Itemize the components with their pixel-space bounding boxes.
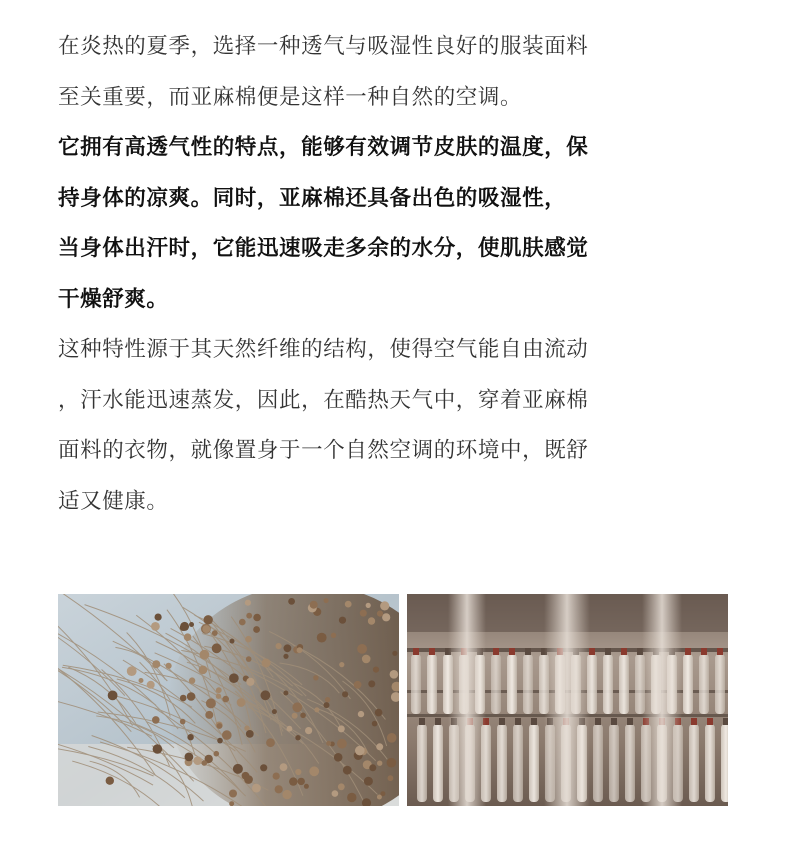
text-line: 干燥舒爽。 (58, 286, 169, 312)
paragraph-intro (58, 22, 748, 123)
text-line: 适又健康。 (58, 488, 169, 514)
photo-row (58, 594, 728, 806)
text-line: 面料的衣物，就像置身于一个自然空调的环境中，既舒 (58, 438, 589, 463)
flax-plant-photo (58, 594, 399, 806)
text-line: 持身体的凉爽。同时，亚麻棉还具备出色的吸湿性， (58, 185, 567, 211)
text-line: 至关重要，而亚麻棉便是这样一种自然的空调。 (58, 84, 523, 110)
paragraph-detail (58, 325, 748, 527)
textile-mill-photo (407, 594, 728, 806)
text-line: 当身体出汗时，它能迅速吸走多余的水分，使肌肤感觉 (58, 236, 589, 261)
text-line: 在炎热的夏季，选择一种透气与吸湿性良好的服装面料 (58, 34, 589, 59)
paragraph-highlight (58, 123, 748, 325)
article-body (58, 22, 748, 527)
text-line: ，汗水能迅速蒸发，因此，在酷热天气中，穿着亚麻棉 (58, 387, 589, 413)
text-line: 它拥有高透气性的特点，能够有效调节皮肤的温度，保 (58, 135, 589, 160)
text-line: 这种特性源于其天然纤维的结构，使得空气能自由流动 (58, 337, 589, 362)
